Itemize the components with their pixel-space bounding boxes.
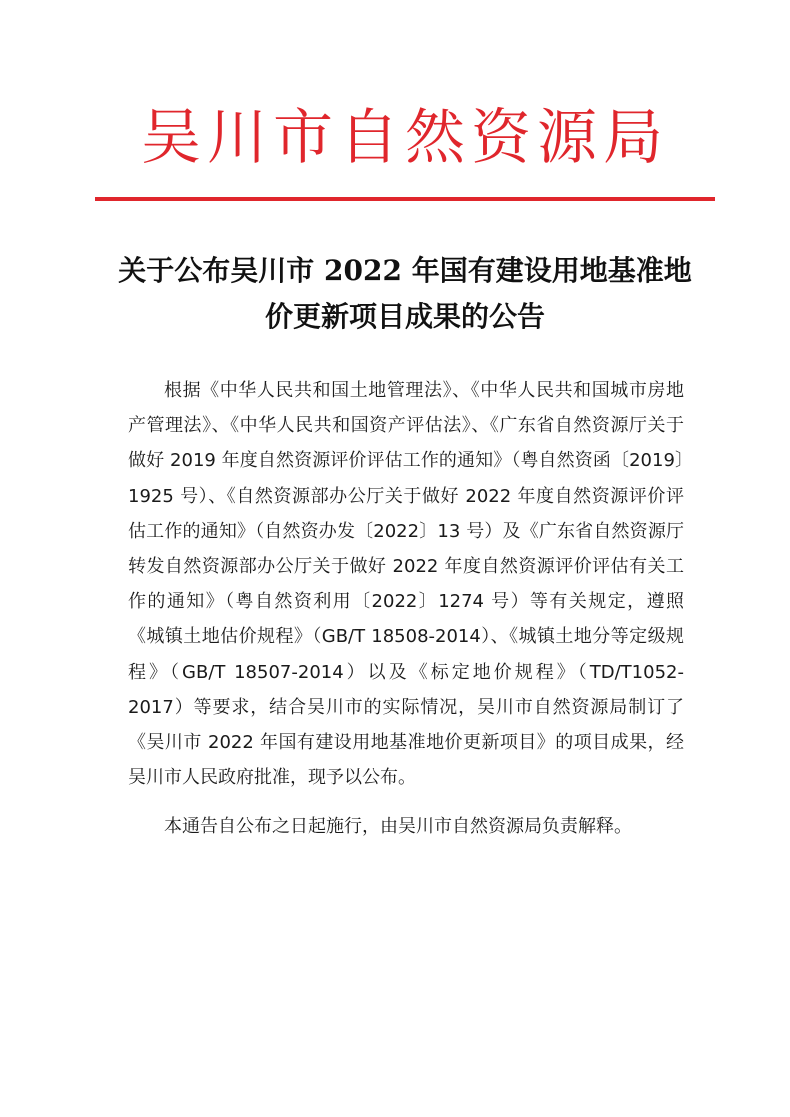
body-paragraph-1: 根据《中华人民共和国土地管理法》、《中华人民共和国城市房地产管理法》、《中华人民共和国资产评估法》、《广东省自然资源厅关于做好 2019 年度自然资源评价评估工作的通知》（粤自然资函〔2019〕1925 号）、《自然资源部办公厅关于做好 2022 年度自然资源评价评估工作的通知》（自然资办发〔2022〕13 号）及《广东省自然资源厅转发自然资源部办公厅关于做好 2022 年度自然资源评价评估有关工作的通知》（粤自然资利用〔2022〕1274 号）等有关规定，遵照《城镇土地估价规程》（GB/T 18508-2014）、《城镇土地分等定级规程》（GB/T 18507-2014）以及《标定地价规程》（TD/T1052-2017）等要求，结合吴川市的实际情况，吴川市自然资源局制订了《吴川市 2022 年国有建设用地基准地价更新项目》的项目成果，经吴川市人民政府批准，现予以公布。 [128, 380, 684, 789]
document-title-line-2: 价更新项目成果的公告 [264, 300, 545, 333]
document-body [128, 373, 684, 845]
red-header-divider [95, 197, 715, 201]
document-title [95, 248, 715, 340]
document-title-line-1: 关于公布吴川市 2022 年国有建设用地基准地 [118, 254, 692, 287]
body-paragraph-2: 本通告自公布之日起施行，由吴川市自然资源局负责解释。 [164, 816, 632, 838]
agency-name-header: 吴川市自然资源局 [141, 103, 669, 173]
